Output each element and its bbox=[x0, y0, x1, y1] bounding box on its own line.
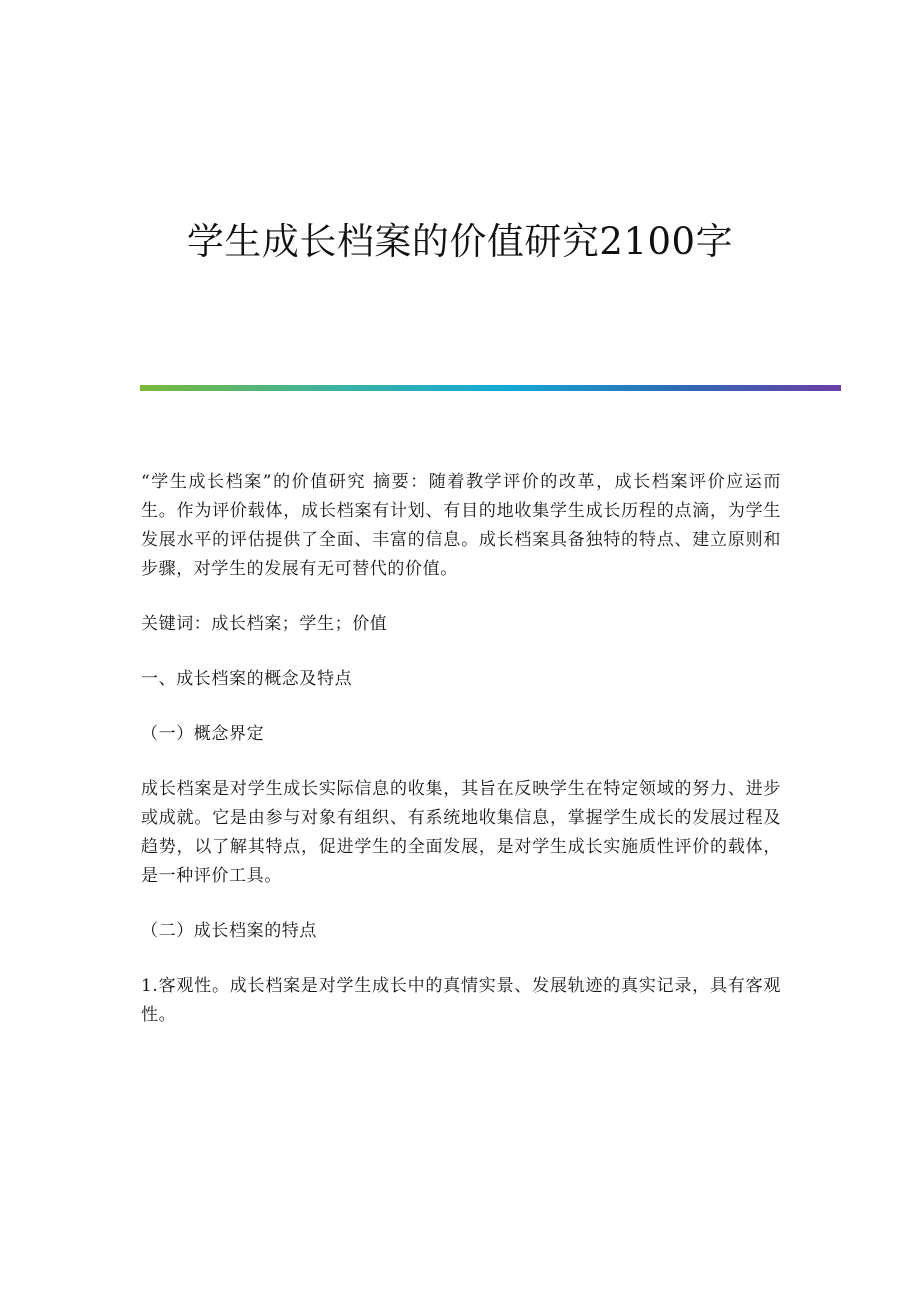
definition-paragraph: 成长档案是对学生成长实际信息的收集，其旨在反映学生在特定领域的努力、进步或成就。它是由参与对象有组织、有系统地收集信息，掌握学生成长的发展过程及趋势，以了解其特点，促进学生的全面发展，是对学生成长实施质性评价的载体，是一种评价工具。 bbox=[141, 779, 781, 886]
objectivity-paragraph: 1.客观性。成长档案是对学生成长中的真情实景、发展轨迹的真实记录，具有客观性。 bbox=[141, 976, 781, 1025]
abstract-paragraph: “学生成长档案”的价值研究 摘要：随着教学评价的改革，成长档案评价应运而生。作为评价载体，成长档案有计划、有目的地收集学生成长历程的点滴，为学生发展水平的评估提供了全面、丰富的信息。成长档案具备独特的特点、建立原则和步骤，对学生的发展有无可替代的价值。 bbox=[141, 472, 781, 579]
document-title: 学生成长档案的价值研究2100字 bbox=[186, 220, 734, 263]
document-body bbox=[141, 468, 781, 1030]
keywords-line: 关键词：成长档案；学生；价值 bbox=[141, 614, 388, 634]
section-heading-1: 一、成长档案的概念及特点 bbox=[141, 669, 353, 689]
subsection-heading-2: （二）成长档案的特点 bbox=[141, 921, 317, 941]
subsection-heading-1: （一）概念界定 bbox=[141, 724, 265, 744]
title-divider bbox=[140, 385, 841, 391]
